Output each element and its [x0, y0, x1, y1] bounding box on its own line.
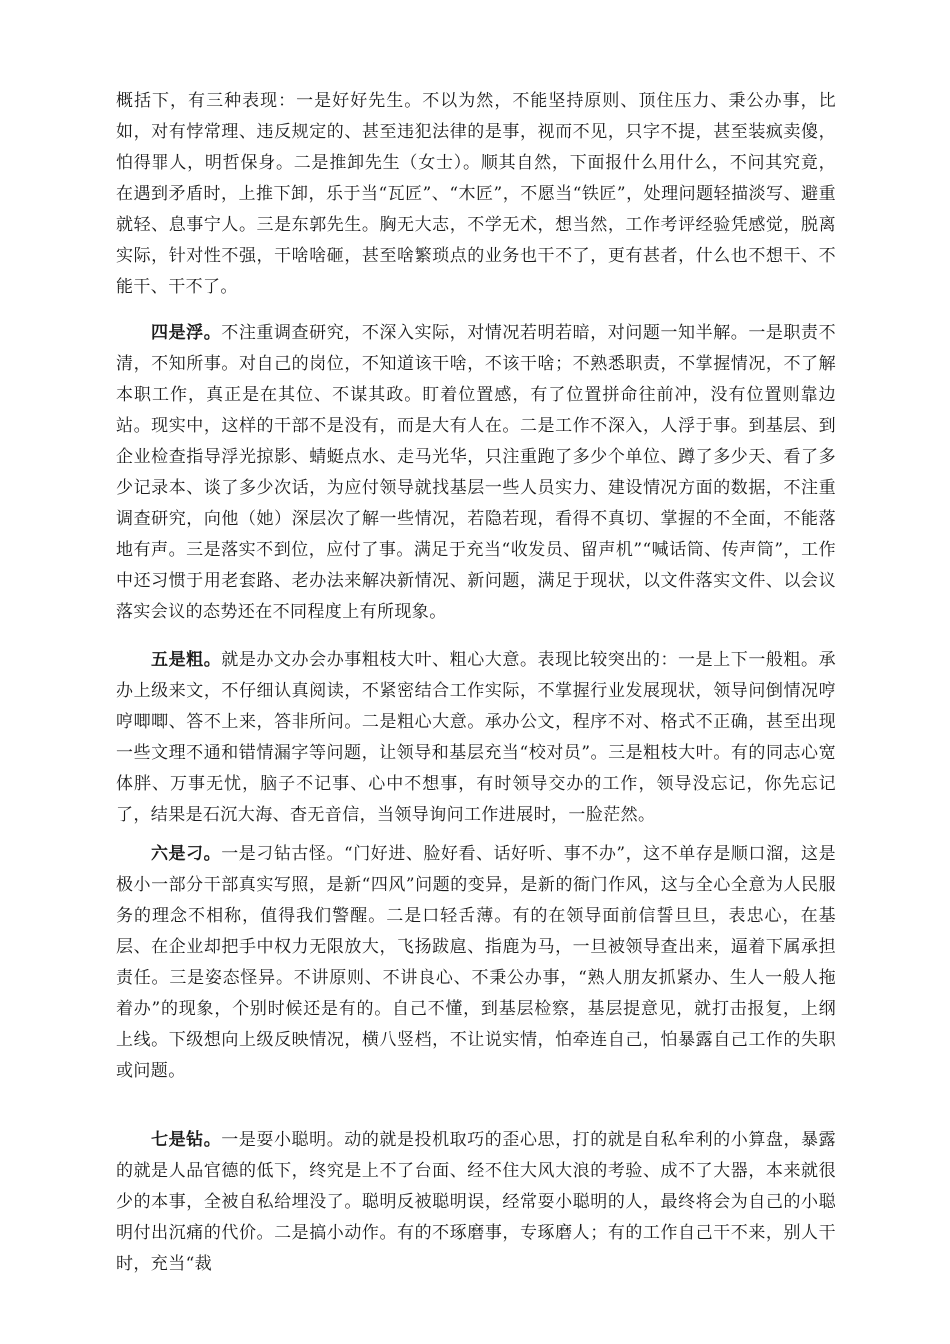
paragraph-body: 就是办文办会办事粗枝大叶、粗心大意。表现比较突出的：一是上下一般粗。承办上级来文，不仔细认真阅读，不紧密结合工作实际，不掌握行业发展现状，领导问倒情况哼哼唧唧、答不上来，答非所问。二是粗心大意。承办公文，程序不对、格式不正确，甚至出现一些文理不通和错情漏字等问题，让领导和基层充当“校对员”。三是粗枝大叶。有的同志心宽体胖、万事无忧，脑子不记事、心中不想事，有时领导交办的工作，领导没忘记，你先忘记了，结果是石沉大海、杳无音信，当领导询问工作进展时，一脸茫然。 — [116, 650, 836, 825]
paragraph-lead-heading: 六是刁。 — [151, 844, 222, 864]
paragraph-body: 概括下，有三种表现：一是好好先生。不以为然，不能坚持原则、顶住压力、秉公办事，比如，对有悖常理、违反规定的、甚至违犯法律的是事，视而不见，只字不提，甚至装疯卖傻，怕得罪人，明哲保身。二是推卸先生（女士）。顺其自然，下面报什么用什么，不问其究竟，在遇到矛盾时，上推下卸，乐于当“瓦匠”、“木匠”，不愿当“铁匠”，处理问题轻描淡写、避重就轻、息事宁人。三是东郭先生。胸无大志，不学无术，想当然，工作考评经验凭感觉，脱离实际，针对性不强，干啥啥砸，甚至啥繁琐点的业务也干不了，更有甚者，什么也不想干、不能干、干不了。 — [116, 91, 836, 297]
paragraph-2 — [116, 318, 836, 628]
paragraph-content — [116, 839, 836, 1087]
paragraph-lead-heading: 七是钻。 — [151, 1130, 222, 1150]
paragraph-lead-heading: 五是粗。 — [151, 650, 222, 670]
paragraph-content — [116, 645, 836, 831]
paragraph-body: 一是耍小聪明。动的就是投机取巧的歪心思，打的就是自私牟利的小算盘，暴露的就是人品官德的低下，终究是上不了台面、经不住大风大浪的考验、成不了大器，本来就很少的本事，全被自私给埋没了。聪明反被聪明误，经常耍小聪明的人，最终将会为自己的小聪明付出沉痛的代价。二是搞小动作。有的不琢磨事，专琢磨人；有的工作自己干不来，别人干时，充当“裁 — [116, 1130, 836, 1274]
paragraph-content — [116, 1125, 836, 1280]
paragraph-1 — [116, 86, 836, 303]
paragraph-body: 一是刁钻古怪。“门好进、脸好看、话好听、事不办”，这不单存是顺口溜，这是极小一部分干部真实写照，是新“四风”问题的变异，是新的衙门作风，这与全心全意为人民服务的理念不相称，值得我们警醒。二是口轻舌薄。有的在领导面前信誓旦旦，表忠心，在基层、在企业却把手中权力无限放大，飞扬跋扈、指鹿为马，一旦被领导查出来，逼着下属承担责任。三是姿态怪异。不讲原则、不讲良心、不秉公办事，“熟人朋友抓紧办、生人一般人拖着办”的现象，个别时候还是有的。自己不懂，到基层检察，基层提意见，就打击报复，上纲上线。下级想向上级反映情况，横八竖档，不让说实情，怕牵连自己，怕暴露自己工作的失职或问题。 — [116, 844, 837, 1081]
paragraph-3 — [116, 645, 836, 831]
paragraph-lead-heading: 四是浮。 — [151, 323, 222, 343]
paragraph-body: 不注重调查研究，不深入实际，对情况若明若暗，对问题一知半解。一是职责不清，不知所事。对自己的岗位，不知道该干啥，不该干啥；不熟悉职责，不掌握情况，不了解本职工作，真正是在其位、不谋其政。盯着位置感，有了位置拼命往前冲，没有位置则靠边站。现实中，这样的干部不是没有，而是大有人在。二是工作不深入，人浮于事。到基层、到企业检查指导浮光掠影、蜻蜓点水、走马光华，只注重跑了多少个单位、蹲了多少天、看了多少记录本、谈了多少次话，为应付领导就找基层一些人员实力、建设情况方面的数据，不注重调查研究，向他（她）深层次了解一些情况，若隐若现，看得不真切、掌握的不全面，不能落地有声。三是落实不到位，应付了事。满足于充当“收发员、留声机”“喊话筒、传声筒”，工作中还习惯于用老套路、老办法来解决新情况、新问题，满足于现状，以文件落实文件、以会议落实会议的态势还在不同程度上有所现象。 — [116, 323, 836, 622]
paragraph-4 — [116, 839, 836, 1087]
paragraph-5 — [116, 1125, 836, 1280]
paragraph-content — [116, 318, 836, 628]
